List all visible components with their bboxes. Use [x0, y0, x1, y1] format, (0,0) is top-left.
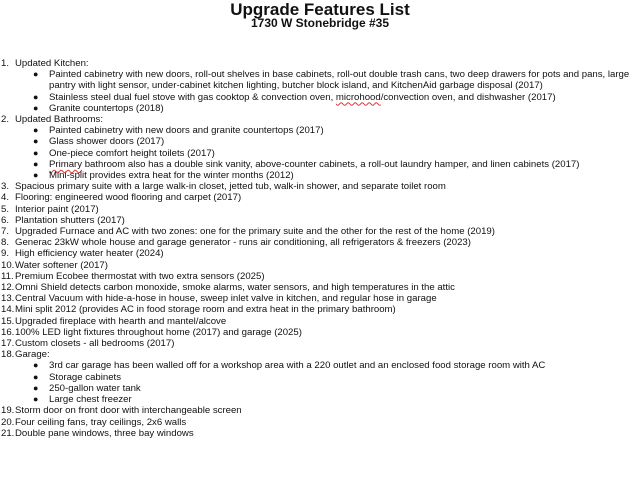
list-number: 19. — [1, 405, 15, 417]
sub-list-item — [0, 136, 640, 147]
list-item — [0, 237, 640, 248]
list-item-text: Updated Kitchen: — [15, 58, 89, 69]
list-number: 17. — [1, 338, 15, 350]
sub-list-item-text: Storage cabinets — [49, 371, 121, 383]
list-item-text: Double pane windows, three bay windows — [15, 427, 194, 439]
list-number: 16. — [1, 326, 15, 338]
sub-list-item — [0, 125, 640, 136]
list-item — [0, 304, 640, 315]
list-item-text: High efficiency water heater (2024) — [15, 248, 164, 260]
list-number: 1. — [1, 58, 10, 69]
sub-list-item-text: Primary bathroom also has a double sink vanity, above-counter cabinets, a roll-out laundry hamper, and linen cabinets (2017) — [49, 158, 580, 170]
list-item-text: Premium Ecobee thermostat with two extra sensors (2025) — [15, 270, 265, 282]
list-item — [0, 181, 640, 192]
list-item — [0, 215, 640, 226]
list-item-text: Central Vacuum with hide-a-hose in house, sweep inlet valve in kitchen, and regular hose in garage — [15, 293, 437, 305]
bullet-icon: ● — [33, 147, 39, 158]
spellcheck-word: Primary — [49, 158, 83, 170]
list-number: 8. — [1, 237, 10, 249]
list-item-text: Storm door on front door with interchangeable screen — [15, 405, 242, 417]
document-subtitle: 1730 W Stonebridge #35 — [250, 16, 390, 30]
sub-list-item-text: One-piece comfort height toilets (2017) — [49, 147, 215, 159]
list-item-text: 100% LED light fixtures throughout home (2017) and garage (2025) — [15, 326, 302, 338]
list-number: 7. — [1, 226, 10, 238]
sub-list-item — [0, 372, 640, 383]
sub-list-item-text: Painted cabinetry with new doors and granite countertops (2017) — [49, 125, 324, 137]
list-number: 9. — [1, 248, 10, 260]
bullet-icon: ● — [33, 170, 39, 181]
bullet-icon: ● — [33, 360, 39, 371]
sub-list-item-text: 3rd car garage has been walled off for a workshop area with a 220 outlet and an enclosed food storage room with AC — [49, 360, 546, 372]
bullet-icon: ● — [33, 136, 39, 147]
list-item — [0, 428, 640, 439]
sub-list-item — [0, 69, 640, 91]
list-number: 2. — [1, 114, 10, 126]
list-item — [0, 260, 640, 271]
sub-list-item — [0, 103, 640, 114]
list-number: 12. — [1, 282, 15, 294]
sub-list-item-text: 250-gallon water tank — [49, 382, 141, 394]
list-item — [0, 327, 640, 338]
sub-list-item-text: Granite countertops (2018) — [49, 102, 164, 114]
list-item-text: Garage: — [15, 349, 50, 361]
list-item-text: Mini split 2012 (provides AC in food storage room and extra heat in the primary bathroom) — [15, 304, 396, 316]
list-item-text: Spacious primary suite with a large walk-in closet, jetted tub, walk-in shower, and separate toilet room — [15, 181, 446, 193]
sub-list-item-text: Stainless steel dual fuel stove with gas cooktop & convection oven, microhood/convection oven, and dishwasher (2017) — [49, 91, 556, 103]
bullet-icon: ● — [33, 371, 39, 382]
list-item — [0, 405, 640, 416]
list-item — [0, 417, 640, 428]
sub-list-item — [0, 394, 640, 405]
sub-list-item — [0, 383, 640, 394]
list-item-text: Upgraded fireplace with hearth and mantel/alcove — [15, 315, 227, 327]
list-number: 10. — [1, 259, 15, 271]
list-number: 18. — [1, 349, 15, 361]
list-item — [0, 271, 640, 282]
list-item-text: Four ceiling fans, tray ceilings, 2x6 walls — [15, 416, 187, 428]
bullet-icon: ● — [33, 158, 39, 169]
document-title: Upgrade Features List — [230, 0, 410, 19]
list-item — [0, 192, 640, 203]
list-item-text: Plantation shutters (2017) — [15, 214, 125, 226]
sub-list-item-text: Large chest freezer — [49, 394, 132, 406]
list-number: 4. — [1, 192, 10, 204]
sub-list-item — [0, 170, 640, 181]
list-number: 3. — [1, 181, 10, 193]
list-number: 11. — [1, 270, 14, 282]
sub-list-item — [0, 159, 640, 170]
sub-list-item — [0, 92, 640, 103]
spellcheck-word: microhood — [335, 91, 381, 103]
list-number: 6. — [1, 214, 10, 226]
list-item — [0, 248, 640, 259]
list-item-text: Omni Shield detects carbon monoxide, smoke alarms, water sensors, and high temperatures in the attic — [15, 282, 455, 294]
list-item-text: Updated Bathrooms: — [15, 114, 103, 126]
list-item — [0, 204, 640, 215]
bullet-icon: ● — [33, 102, 39, 113]
bullet-icon: ● — [33, 394, 39, 405]
sub-list-item-text: Painted cabinetry with new doors, roll-out shelves in base cabinets, roll-out double trash cans, two deep drawers for pots and pans, large pantry with light sensor, under-cabinet kitchen lighting, butcher block island, and KitchenAid garbage disposal (2017) — [49, 69, 630, 92]
bullet-icon: ● — [33, 91, 39, 102]
list-number: 20. — [1, 416, 15, 428]
bullet-icon: ● — [33, 125, 39, 136]
features-list — [0, 58, 640, 439]
list-item — [0, 226, 640, 237]
list-item-text: Water softener (2017) — [15, 259, 108, 271]
sub-list-item — [0, 360, 640, 371]
sub-list-item-text: Glass shower doors (2017) — [49, 136, 165, 148]
list-item — [0, 114, 640, 125]
list-item — [0, 282, 640, 293]
list-number: 15. — [1, 315, 15, 327]
list-item-text: Upgraded Furnace and AC with two zones: one for the primary suite and the other for the rest of the home (2019) — [15, 226, 495, 238]
list-item — [0, 316, 640, 327]
sub-list-item — [0, 148, 640, 159]
list-item-text: Flooring: engineered wood flooring and carpet (2017) — [15, 192, 242, 204]
list-number: 14. — [1, 304, 15, 316]
list-number: 5. — [1, 203, 10, 215]
list-item-text: Custom closets - all bedrooms (2017) — [15, 338, 175, 350]
list-item — [0, 58, 640, 69]
list-item — [0, 293, 640, 304]
bullet-icon: ● — [33, 382, 39, 393]
bullet-icon: ● — [33, 69, 39, 80]
list-item — [0, 349, 640, 360]
list-number: 13. — [1, 293, 15, 305]
list-number: 21. — [1, 427, 15, 439]
list-item-text: Interior paint (2017) — [15, 203, 99, 215]
sub-list-item-text: Mini-split provides extra heat for the winter months (2012) — [49, 170, 294, 182]
list-item — [0, 338, 640, 349]
list-item-text: Generac 23kW whole house and garage generator - runs air conditioning, all refrigerators & freezers (2023) — [15, 237, 471, 249]
